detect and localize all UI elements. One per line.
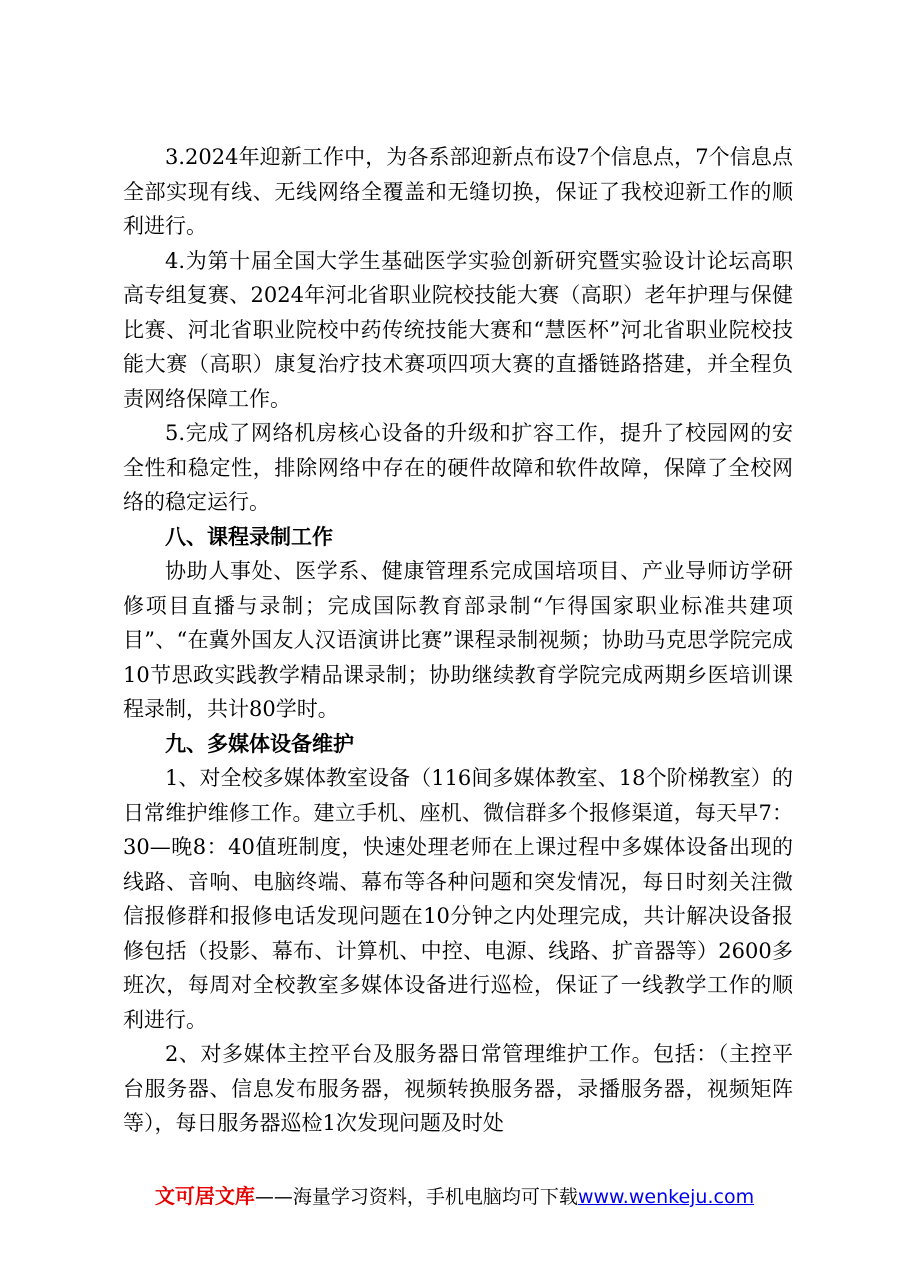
section-heading-8: 八、课程录制工作	[165, 524, 333, 549]
footer-brand: 文可居文库	[154, 1184, 255, 1208]
paragraph-item-4: 4.为第十届全国大学生基础医学实验创新研究暨实验设计论坛高职高专组复赛、2024年河北省职业院校技能大赛（高职）老年护理与保健比赛、河北省职业院校中药传统技能大赛和“慧医杯”河北省职业院校技能大赛（高职）康复治疗技术赛项四项大赛的直播链路搭建，并全程负责网络保障工作。	[123, 248, 793, 411]
page-footer	[0, 1182, 909, 1211]
paragraph-course-recording: 协助人事处、医学系、健康管理系完成国培项目、产业导师访学研修项目直播与录制；完成国际教育部录制“乍得国家职业标准共建项目”、“在冀外国友人汉语演讲比赛”课程录制视频；协助马克思学院完成10节思政实践教学精品课录制；协助继续教育学院完成两期乡医培训课程录制，共计80学时。	[123, 559, 793, 721]
paragraph-item-3: 3.2024年迎新工作中，为各系部迎新点布设7个信息点，7个信息点全部实现有线、无线网络全覆盖和无缝切换，保证了我校迎新工作的顺利进行。	[123, 145, 793, 238]
paragraph-multimedia-1: 1、对全校多媒体教室设备（116间多媒体教室、18个阶梯教室）的日常维护维修工作。建立手机、座机、微信群多个报修渠道，每天早7：30—晚8：40值班制度，快速处理老师在上课过程中多媒体设备出现的线路、音响、电脑终端、幕布等各种问题和突发情况，每日时刻关注微信报修群和报修电话发现问题在10分钟之内处理完成，共计解决设备报修包括（投影、幕布、计算机、中控、电源、线路、扩音器等）2600多班次，每周对全校教室多媒体设备进行巡检，保证了一线教学工作的顺利进行。	[123, 766, 793, 1032]
footer-slogan: ——海量学习资料，手机电脑均可下载	[254, 1186, 578, 1208]
document-body	[123, 140, 793, 1141]
paragraph-item-5: 5.完成了网络机房核心设备的升级和扩容工作，提升了校园网的安全性和稳定性，排除网络中存在的硬件故障和软件故障，保障了全校网络的稳定运行。	[123, 421, 793, 514]
section-heading-9: 九、多媒体设备维护	[165, 731, 354, 756]
paragraph-multimedia-2: 2、对多媒体主控平台及服务器日常管理维护工作。包括：（主控平台服务器、信息发布服务器，视频转换服务器，录播服务器，视频矩阵等），每日服务器巡检1次发现问题及时处	[123, 1042, 793, 1135]
footer-site-link[interactable]: www.wenkeju.com	[577, 1186, 755, 1208]
